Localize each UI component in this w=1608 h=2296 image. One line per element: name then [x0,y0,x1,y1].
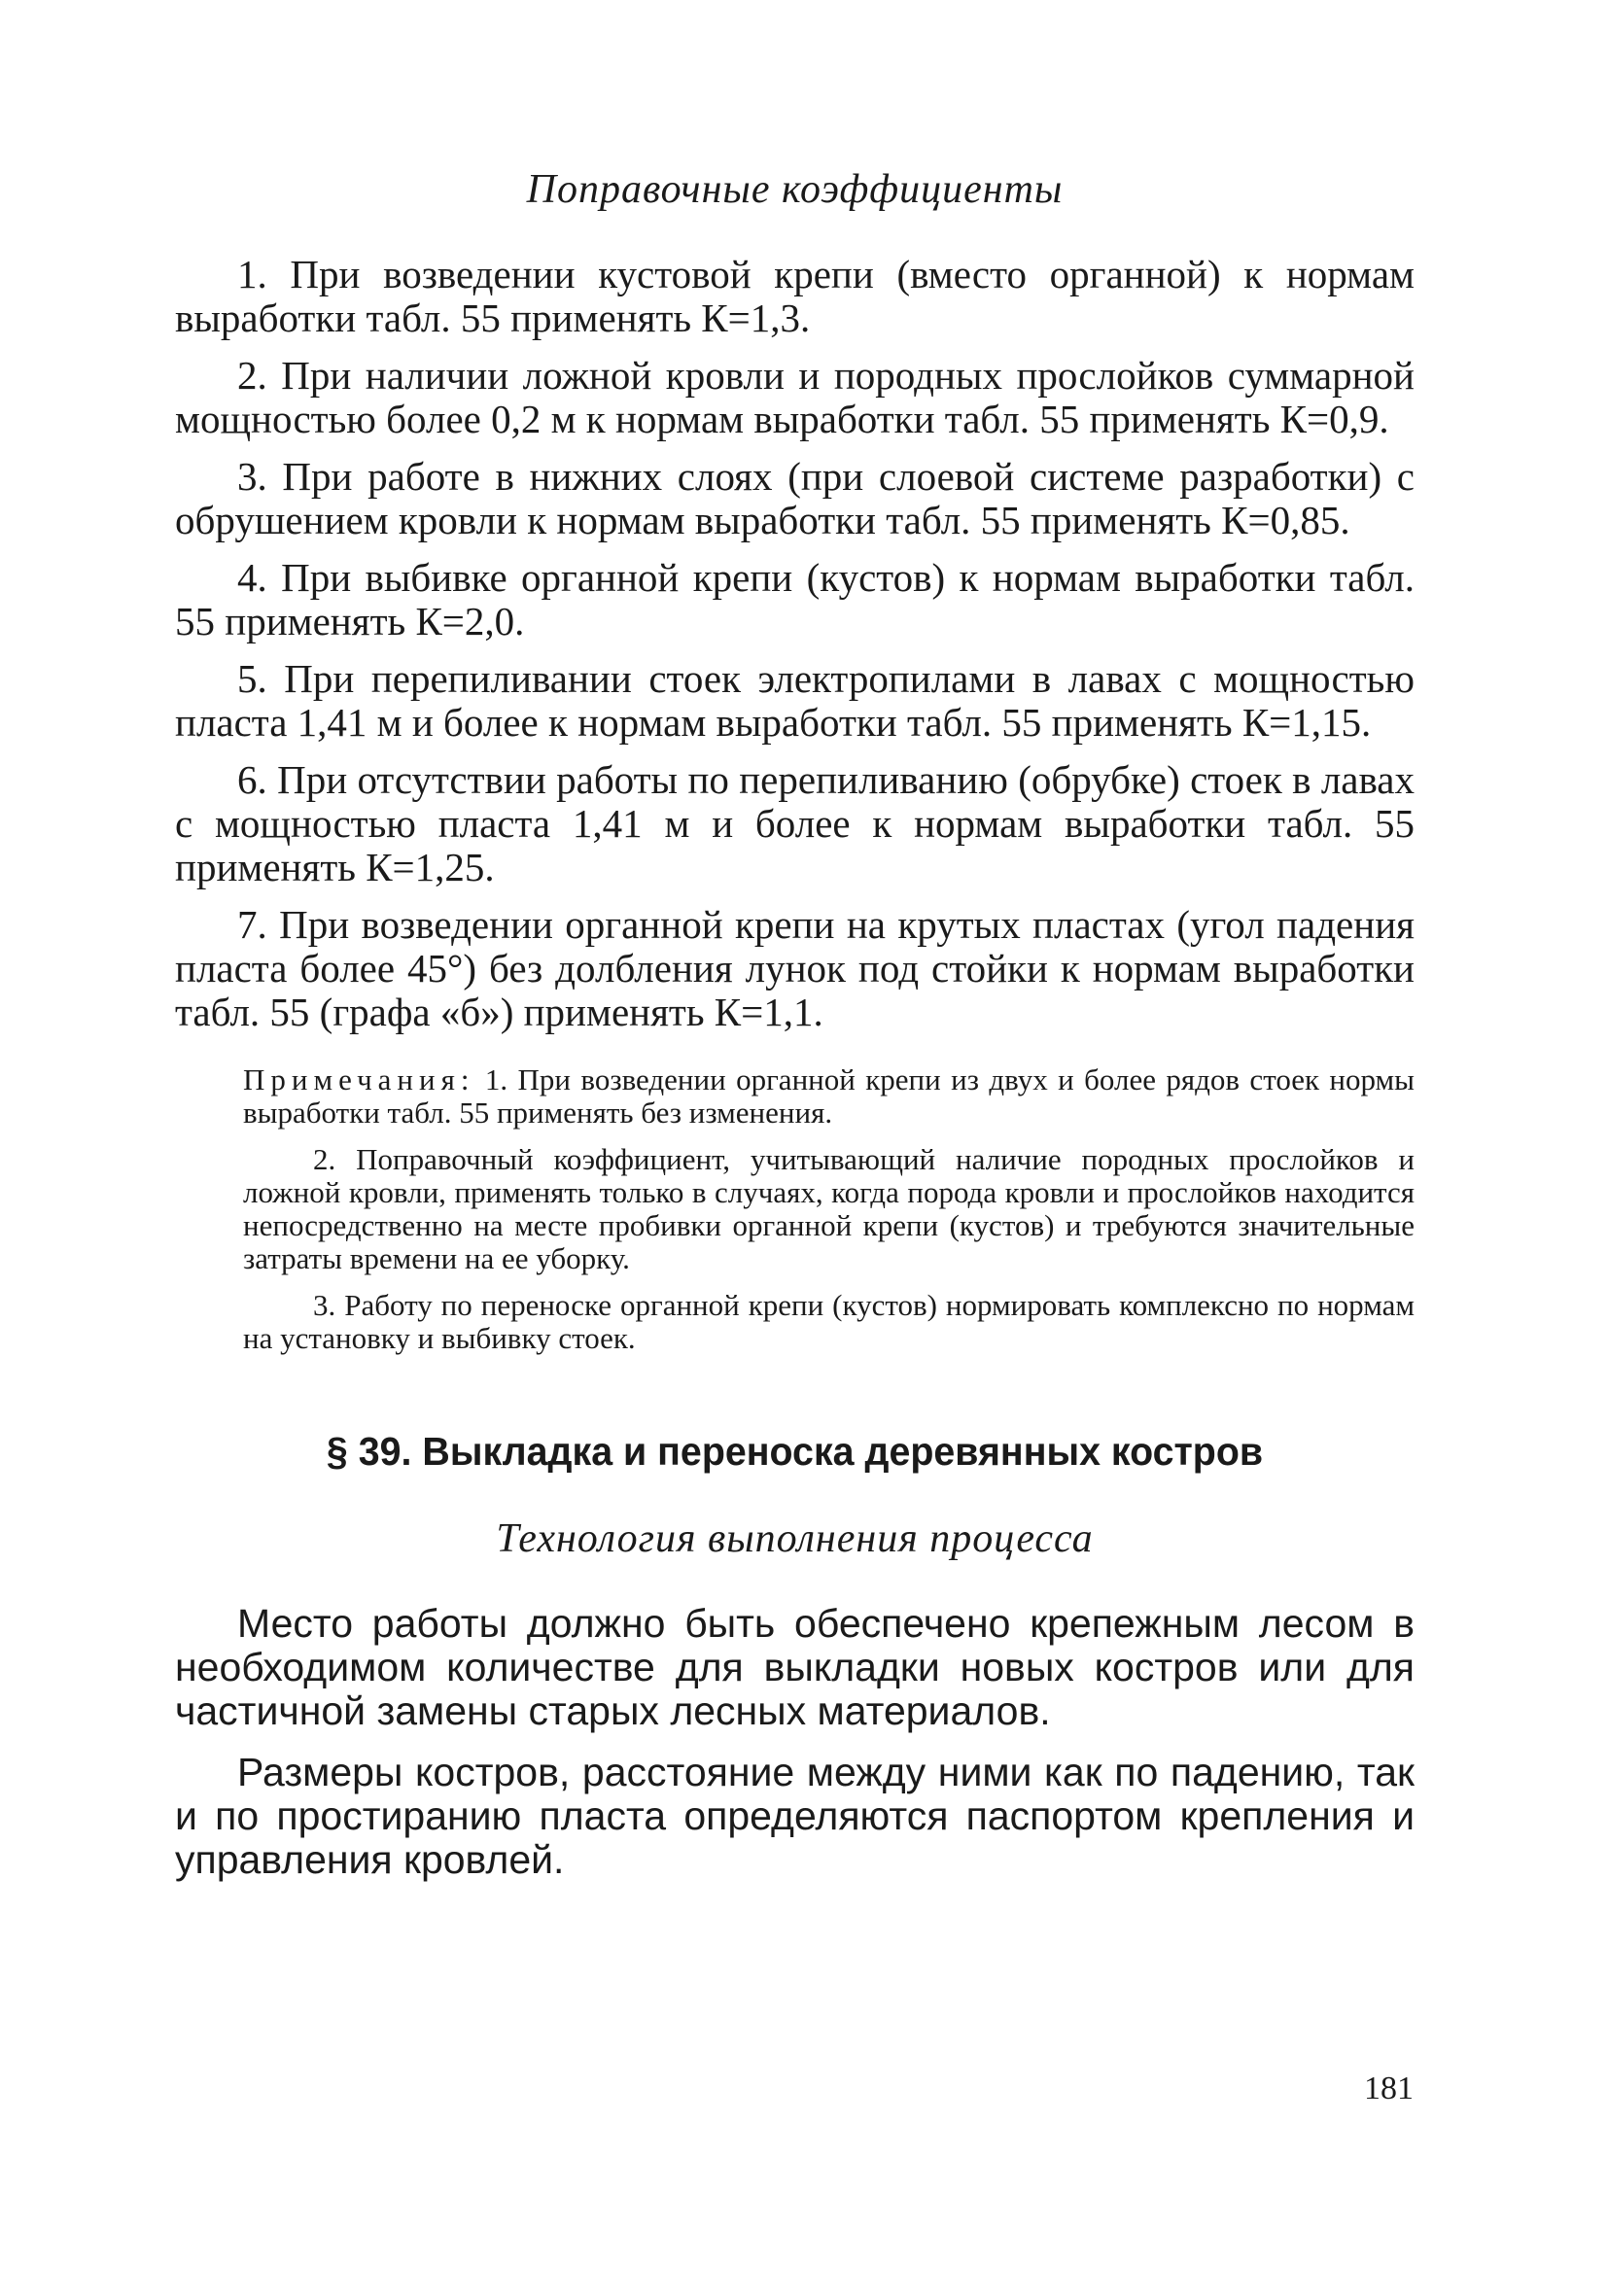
coefficient-item-2: 2. При наличии ложной кровли и породных прослойков суммарной мощностью более 0,2 м к нормам выработки табл. 55 применять К=0,9. [175,353,1415,441]
coefficients-list [175,253,1415,1034]
heading-process-technology: Технология выполнения процесса [496,1516,1094,1561]
coefficient-item-1: 1. При возведении кустовой крепи (вместо органной) к нормам выработки табл. 55 применять К=1,3. [175,252,1415,340]
coefficient-item-5: 5. При перепиливании стоек электропилами в лавах с мощностью пласта 1,41 м и более к нормам выработки табл. 55 применять К=1,15. [175,656,1415,745]
body-paragraph-1: Место работы должно быть обеспечено крепежным лесом в необходимом количестве для выкладки новых костров или для частичной замены старых лесных материалов. [175,1601,1415,1733]
notes-label: Примечания: [243,1062,475,1096]
note-3: 3. Работу по переноске органной крепи (кустов) нормировать комплексно по нормам на установку и выбивку стоек. [243,1288,1415,1355]
coefficient-item-4: 4. При выбивке органной крепи (кустов) к нормам выработки табл. 55 применять К=2,0. [175,555,1415,644]
page [175,146,1415,1899]
section-title: § 39. Выкладка и переноска деревянных костров [326,1429,1264,1474]
note-1-text: 1. При возведении органной крепи из двух и более рядов стоек нормы выработки табл. 55 применять без изменения. [243,1062,1415,1130]
note-1 [173,1063,1415,1130]
notes-block [175,1063,1415,1355]
page-number: 181 [1364,2070,1414,2106]
coefficient-item-7: 7. При возведении органной крепи на крутых пластах (угол падения пласта более 45°) без долбления лунок под стойки к нормам выработки табл. 55 (графа «б») применять К=1,1. [175,902,1415,1034]
coefficient-item-3: 3. При работе в нижних слоях (при слоевой системе разработки) с обрушением кровли к нормам выработки табл. 55 применять К=0,85. [175,454,1415,542]
coefficient-item-6: 6. При отсутствии работы по перепиливанию (обрубке) стоек в лавах с мощностью пласта 1,41 м и более к нормам выработки табл. 55 применять К=1,25. [175,757,1415,889]
body-paragraph-2: Размеры костров, расстояние между ними как по падению, так и по простиранию пласта определяются паспортом крепления и управления кровлей. [175,1750,1415,1882]
note-2: 2. Поправочный коэффициент, учитывающий наличие породных прослойков и ложной кровли, применять только в случаях, когда порода кровли и прослойков находится непосредственно на месте пробивки органной крепи (кустов) и требуются значительные затраты времени на ее уборку. [243,1142,1415,1275]
heading-correction-coefficients: Поправочные коэффициенты [526,167,1064,212]
